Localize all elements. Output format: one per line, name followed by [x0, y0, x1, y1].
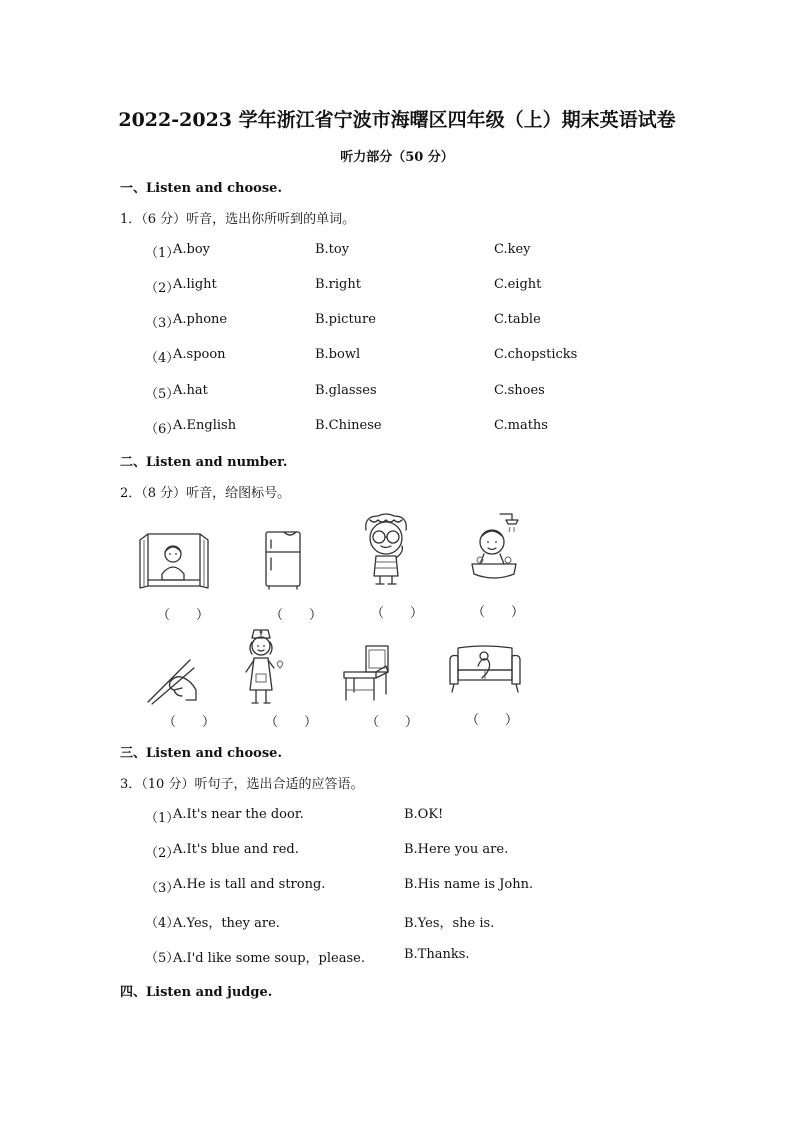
- answer-blank[interactable]: （ ）: [472, 605, 525, 620]
- q3-row-number: （5）: [145, 951, 180, 966]
- q1-row-2: [145, 277, 745, 295]
- q3-row-number: （2）: [145, 846, 180, 861]
- q1-option-a: A.light: [173, 277, 217, 292]
- q1-row-3: [145, 312, 745, 330]
- q3-row-4: [145, 912, 745, 930]
- q1-row-number: （5）: [145, 387, 180, 402]
- q1-option-c: C.maths: [494, 418, 548, 433]
- q1-row-number: （3）: [145, 316, 180, 331]
- chair-icon: [340, 642, 392, 702]
- question-2-prompt: 2．（8 分）听音，给图标号。: [120, 486, 291, 501]
- q1-option-a: A.phone: [173, 312, 228, 327]
- q3-row-2: [145, 842, 745, 860]
- q3-row-3: [145, 877, 745, 895]
- nurse-icon: [240, 628, 284, 708]
- q3-row-5: [145, 947, 745, 965]
- section-heading-4: 四、Listen and judge.: [120, 985, 273, 1000]
- q1-option-a: A.spoon: [173, 347, 226, 362]
- q1-option-b: B.bowl: [315, 347, 361, 362]
- answer-blank[interactable]: （ ）: [270, 608, 323, 623]
- q1-row-number: （4）: [145, 351, 180, 366]
- q1-row-number: （2）: [145, 281, 180, 296]
- q1-option-a: A.boy: [173, 242, 211, 257]
- q3-row-number: （4）: [145, 916, 180, 931]
- q1-option-b: B.right: [315, 277, 361, 292]
- q3-option-a: A.It's blue and red.: [173, 842, 299, 857]
- section-heading-2: 二、Listen and number.: [120, 455, 288, 470]
- q3-row-number: （1）: [145, 811, 180, 826]
- q3-row-number: （3）: [145, 881, 180, 896]
- q1-option-c: C.chopsticks: [494, 347, 578, 362]
- answer-blank[interactable]: （ ）: [371, 606, 424, 621]
- q3-option-a: A.Yes，they are.: [173, 916, 280, 931]
- q1-row-number: （6）: [145, 422, 180, 437]
- q3-option-b: B.Yes，she is.: [404, 916, 495, 931]
- chopsticks-hand-icon: [146, 656, 198, 706]
- q1-row-1: [145, 242, 745, 260]
- page-title: 2022-2023 学年浙江省宁波市海曙区四年级（上）期末英语试卷: [118, 109, 676, 131]
- sofa-icon: [448, 644, 522, 696]
- question-1-prompt: 1．（6 分）听音，选出你所听到的单词。: [120, 212, 356, 227]
- section-heading-3: 三、Listen and choose.: [120, 746, 282, 761]
- q1-option-c: C.key: [494, 242, 531, 257]
- q3-option-b: B.Here you are.: [404, 842, 509, 857]
- q1-option-b: B.Chinese: [315, 418, 382, 433]
- section-heading-1: 一、Listen and choose.: [120, 181, 282, 196]
- q3-option-b: B.OK!: [404, 807, 444, 822]
- answer-blank[interactable]: （ ）: [366, 715, 419, 730]
- q3-option-a: A.He is tall and strong.: [173, 877, 326, 892]
- answer-blank[interactable]: （ ）: [163, 715, 216, 730]
- answer-blank[interactable]: （ ）: [265, 715, 318, 730]
- q3-option-a: A.I'd like some soup，please.: [173, 951, 365, 966]
- question-3-prompt: 3．（10 分）听句子，选出合适的应答语。: [120, 777, 364, 792]
- q1-row-6: [145, 418, 745, 436]
- q1-row-number: （1）: [145, 246, 180, 261]
- q1-option-c: C.shoes: [494, 383, 545, 398]
- q3-option-a: A.It's near the door.: [173, 807, 304, 822]
- q1-option-b: B.picture: [315, 312, 376, 327]
- window-boy-icon: [140, 530, 208, 592]
- q3-option-b: B.His name is John.: [404, 877, 534, 892]
- q1-option-b: B.glasses: [315, 383, 377, 398]
- q3-row-1: [145, 807, 745, 825]
- fridge-icon: [264, 530, 304, 590]
- q1-option-a: A.English: [173, 418, 237, 433]
- bath-shower-icon: [470, 512, 520, 586]
- q1-option-c: C.eight: [494, 277, 542, 292]
- answer-blank[interactable]: （ ）: [157, 608, 210, 623]
- q1-row-5: [145, 383, 745, 401]
- q1-option-c: C.table: [494, 312, 541, 327]
- q1-row-4: [145, 347, 745, 365]
- boy-glasses-icon: [358, 512, 414, 588]
- page-subtitle: 听力部分（50 分）: [340, 150, 454, 165]
- q3-option-b: B.Thanks.: [404, 947, 470, 962]
- answer-blank[interactable]: （ ）: [466, 713, 519, 728]
- q1-option-b: B.toy: [315, 242, 350, 257]
- q1-option-a: A.hat: [173, 383, 208, 398]
